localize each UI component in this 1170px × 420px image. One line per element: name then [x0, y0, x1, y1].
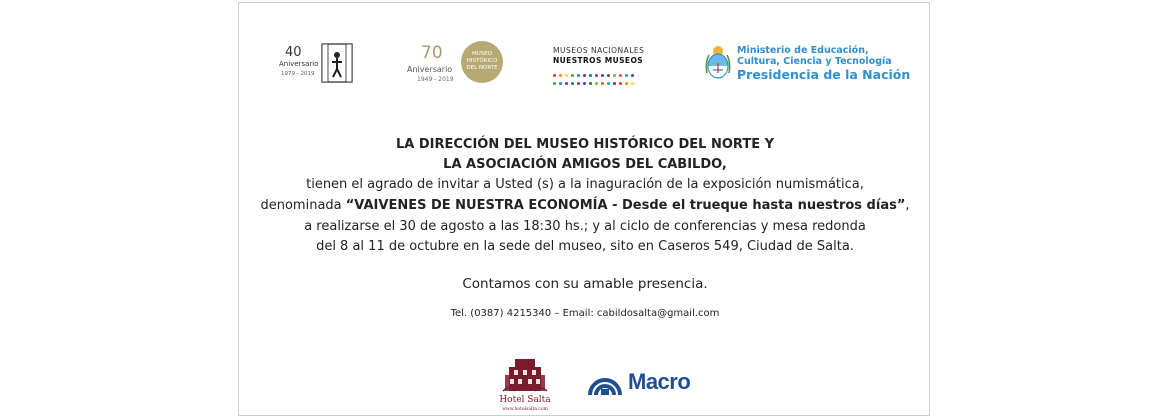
color-dot — [619, 82, 622, 85]
ministerio-line2: Cultura, Ciencia y Tecnología — [737, 56, 892, 67]
anniversary-number: 40 — [285, 45, 302, 60]
macro-name: Macro — [628, 369, 691, 394]
color-dot — [565, 82, 568, 85]
museo-disc-icon — [461, 41, 503, 83]
color-dot — [583, 82, 586, 85]
hotel-building-icon — [501, 357, 549, 393]
hotel-url: www.hotelsalta.com — [502, 407, 548, 412]
body-line-1: tienen el agrado de invitar a Usted (s) a la inaguración de la exposición numismática, — [306, 177, 864, 192]
national-shield-icon — [705, 43, 731, 81]
exhibition-title: “VAIVENES DE NUESTRA ECONOMÍA - Desde el trueque hasta nuestros días” — [345, 198, 906, 213]
museo-70-logo — [407, 43, 507, 87]
disc-line: HISTÓRICO — [466, 58, 498, 64]
color-dot — [589, 82, 592, 85]
amigos-del-cabildo-logo — [279, 43, 355, 87]
ministerio-line1: Ministerio de Educación, — [737, 45, 869, 56]
macro-arcs-icon — [587, 369, 623, 397]
color-dot — [613, 82, 616, 85]
museos-nacionales-logo — [553, 46, 663, 82]
anniversary-label: Aniversario — [279, 60, 319, 68]
body-line-2-prefix: denominada — [260, 198, 346, 213]
presidencia-label: Presidencia de la Nación — [737, 67, 911, 82]
anniversary-number: 70 — [421, 43, 443, 63]
contact-line: Tel. (0387) 4215340 – Email: cabildosalta@gmail.com — [450, 308, 720, 319]
banco-macro-logo — [587, 367, 707, 403]
body-line-4: del 8 al 11 de octubre en la sede del museo, sito en Caseros 549, Ciudad de Salta. — [316, 239, 854, 254]
color-dot — [577, 82, 580, 85]
museos-nacionales-line2: NUESTROS MUSEOS — [553, 56, 644, 65]
anniversary-years: 1979 - 2019 — [281, 71, 315, 77]
closing-line: Contamos con su amable presencia. — [462, 276, 708, 292]
color-dot — [553, 82, 556, 85]
color-dot — [571, 82, 574, 85]
anniversary-years: 1949 - 2019 — [417, 76, 454, 83]
hotel-name: Hotel Salta — [499, 395, 551, 405]
heading-line-2: LA ASOCIACIÓN AMIGOS DEL CABILDO, — [443, 157, 727, 172]
heading-line-1: LA DIRECCIÓN DEL MUSEO HISTÓRICO DEL NORTE Y — [395, 137, 775, 152]
color-dot — [559, 82, 562, 85]
hotel-salta-logo — [497, 357, 553, 413]
color-dots-icon — [553, 69, 663, 85]
color-dot — [607, 82, 610, 85]
color-dot — [595, 82, 598, 85]
ministerio-logo — [703, 43, 911, 87]
invitation-card — [238, 2, 930, 416]
body-line-2 — [239, 198, 931, 213]
body-line-3: a realizarse el 30 de agosto a las 18:30 hs.; y al ciclo de conferencias y mesa redonda — [304, 219, 866, 234]
anniversary-label: Aniversario — [407, 65, 453, 74]
color-dot — [601, 82, 604, 85]
body-line-2-suffix: , — [905, 198, 910, 213]
amigos-crest-icon — [321, 43, 353, 83]
color-dot — [631, 82, 634, 85]
museos-nacionales-line1: MUSEOS NACIONALES — [553, 46, 645, 55]
disc-line: MUSEO — [471, 51, 493, 57]
color-dot — [625, 82, 628, 85]
disc-line: DEL NORTE — [466, 65, 498, 71]
